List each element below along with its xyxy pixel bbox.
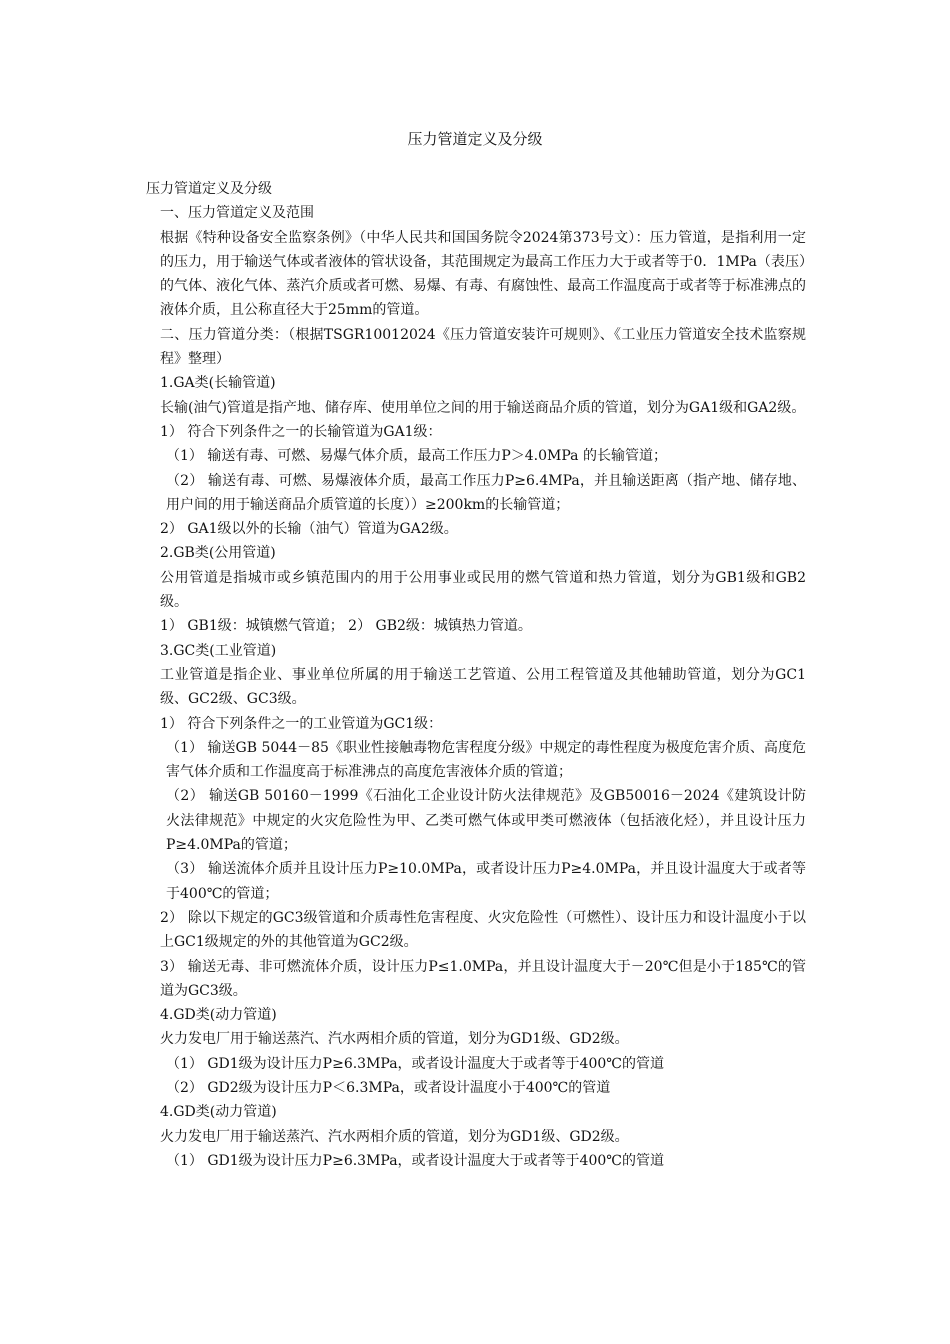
subsection-heading: 1.GA类(长输管道) (160, 375, 276, 392)
list-item: 1） 符合下列条件之一的工业管道为GC1级： (160, 715, 443, 732)
section-heading: 一、压力管道定义及范围 (160, 205, 314, 222)
paragraph: 工业管道是指企业、事业单位所属的用于输送工艺管道、公用工程管道及其他辅助管道，划分为GC1级、GC2级、GC3级。 (160, 666, 806, 708)
subsection-heading: 4.GD类(动力管道) (160, 1007, 277, 1024)
list-item: （1） 输送GB 5044－85《职业性接触毒物危害程度分级》中规定的毒性程度为极度危害介质、高度危害气体介质和工作温度高于标准沸点的高度危害液体介质的管道； (166, 739, 806, 781)
paragraph: 公用管道是指城市或乡镇范围内的用于公用事业或民用的燃气管道和热力管道，划分为GB1级和GB2级。 (160, 569, 806, 611)
list-item: （3） 输送流体介质并且设计压力P≥10.0MPa，或者设计压力P≥4.0MPa，并且设计温度大于或者等于400℃的管道； (166, 861, 806, 902)
subsection-heading: 3.GC类(工业管道) (160, 642, 277, 659)
subsection-heading: 2.GB类(公用管道) (160, 545, 276, 562)
document-title: 压力管道定义及分级 (407, 130, 543, 148)
list-item: 2） GA1级以外的长输（油气）管道为GA2级。 (160, 521, 458, 538)
list-item: 2） 除以下规定的GC3级管道和介质毒性危害程度、火灾危险性（可燃性）、设计压力和设计温度小于以上GC1级规定的外的其他管道为GC2级。 (160, 909, 806, 951)
document-body (146, 177, 806, 1173)
list-item: （1） 输送有毒、可燃、易爆气体介质，最高工作压力P＞4.0MPa 的长输管道； (166, 448, 667, 465)
section-heading: 二、压力管道分类：（根据TSGR10012024《压力管道安装许可规则》、《工业压力管道安全技术监察规程》整理） (160, 326, 806, 368)
paragraph: 压力管道定义及分级 (146, 181, 272, 197)
paragraph: 根据《特种设备安全监察条例》（中华人民共和国国务院令2024第373号文）：压力管道，是指利用一定的压力，用于输送气体或者液体的管状设备，其范围规定为最高工作压力大于或者等于0．1MPa（表压）的气体、液化气体、蒸汽介质或者可燃、易爆、有毒、有腐蚀性、最高工作温度高于或者等于标准沸点的液体介质，且公称直径大于25mm的管道。 (160, 229, 806, 319)
list-item: （1） GD1级为设计压力P≥6.3MPa，或者设计温度大于或者等于400℃的管道 (166, 1152, 664, 1169)
subsection-heading: 4.GD类(动力管道) (160, 1104, 277, 1121)
list-item: （2） 输送有毒、可燃、易爆液体介质，最高工作压力P≥6.4MPa，并且输送距离（指产地、储存地、用户间的用于输送商品介质管道的长度））≥200km的长输管道； (166, 472, 806, 513)
list-item: 1） 符合下列条件之一的长输管道为GA1级： (160, 423, 442, 440)
list-item: （1） GD1级为设计压力P≥6.3MPa，或者设计温度大于或者等于400℃的管道 (166, 1055, 664, 1072)
list-item: （2） GD2级为设计压力P＜6.3MPa，或者设计温度小于400℃的管道 (166, 1079, 611, 1096)
paragraph: 长输(油气)管道是指产地、储存库、使用单位之间的用于输送商品介质的管道，划分为GA1级和GA2级。 (160, 399, 806, 416)
list-item: （2） 输送GB 50160－1999《石油化工企业设计防火法律规范》及GB50016－2024《建筑设计防火法律规范》中规定的火灾危险性为甲、乙类可燃气体或甲类可燃液体（包括液化烃），并且设计压力P≥4.0MPa的管道； (166, 788, 806, 854)
list-item: 3） 输送无毒、非可燃流体介质，设计压力P≤1.0MPa，并且设计温度大于－20℃但是小于185℃的管道为GC3级。 (160, 958, 806, 999)
paragraph: 火力发电厂用于输送蒸汽、汽水两相介质的管道，划分为GD1级、GD2级。 (160, 1031, 629, 1048)
list-item: 1） GB1级：城镇燃气管道； 2） GB2级：城镇热力管道。 (160, 618, 532, 635)
paragraph: 火力发电厂用于输送蒸汽、汽水两相介质的管道，划分为GD1级、GD2级。 (160, 1128, 629, 1145)
